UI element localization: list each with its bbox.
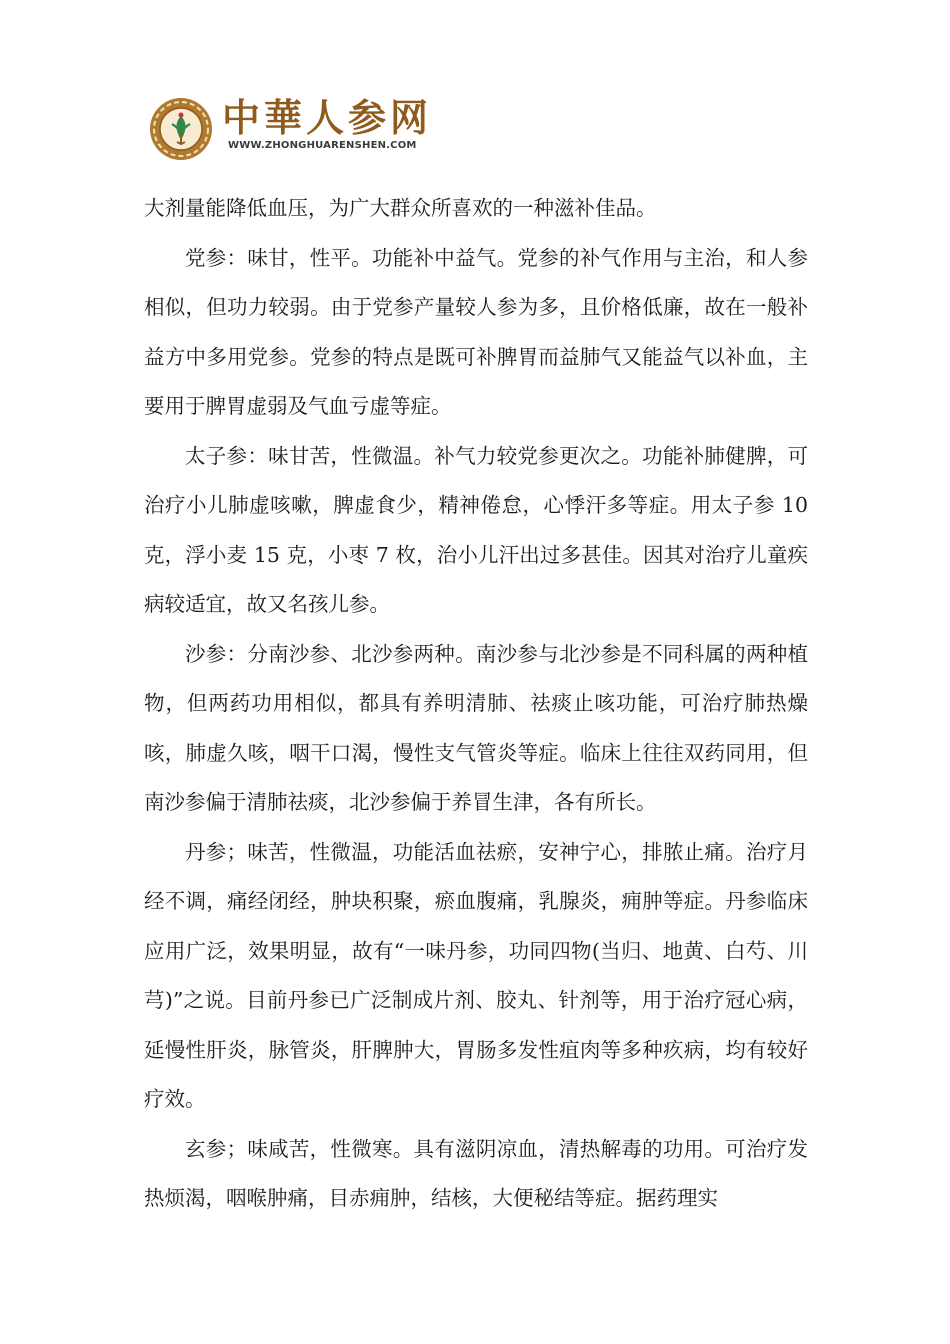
ginseng-seal-icon <box>148 96 214 162</box>
site-header <box>148 94 468 164</box>
paragraph-shashen: 沙参：分南沙参、北沙参两种。南沙参与北沙参是不同科属的两种植物，但两药功用相似，都具有养明清肺、祛痰止咳功能，可治疗肺热燥咳，肺虚久咳，咽干口渴，慢性支气管炎等症。临床上往往双药同用，但南沙参偏于清肺祛痰，北沙参偏于养冒生津，各有所长。 <box>144 641 808 814</box>
paragraph-danshen: 丹参；味苦，性微温，功能活血祛瘀，安神宁心，排脓止痛。治疗月经不调，痛经闭经，肿块积聚，瘀血腹痛，乳腺炎，痈肿等症。丹参临床应用广泛，效果明显，故有“一味丹参，功同四物(当归、地黄、白芍、川芎)”之说。目前丹参已广泛制成片剂、胶丸、针剂等，用于治疗冠心病，延慢性肝炎，脉管炎，肝脾肿大，胃肠多发性疽肉等多种疚病，均有较好疗效。 <box>144 839 808 1111</box>
site-logo-title[interactable]: 中華人参网 <box>222 95 433 140</box>
paragraph-dangshen: 党参：味甘，性平。功能补中益气。党参的补气作用与主治，和人参相似，但功力较弱。由于党参产量较人参为多，且价格低廉，故在一般补益方中多用党参。党参的特点是既可补脾胃而益肺气又能益气以补血，主要用于脾胃虚弱及气血亏虚等症。 <box>144 245 808 418</box>
paragraph-taizishen: 太子参：味甘苦，性微温。补气力较党参更次之。功能补肺健脾，可治疗小儿肺虚咳嗽，脾虚食少，精神倦怠，心悸汗多等症。用太子参 10 克，浮小麦 15 克，小枣 7 枚，治小儿汗出过多甚佳。因其对治疗儿童疾病较适宜，故又名孩儿参。 <box>144 443 808 616</box>
paragraph-continuation: 大剂量能降低血压，为广大群众所喜欢的一种滋补佳品。 <box>144 196 657 220</box>
paragraph-xuanshen: 玄参；味咸苦，性微寒。具有滋阴凉血，清热解毒的功用。可治疗发热烦渴，咽喉肿痛，目赤痈肿，结核，大便秘结等症。据药理实 <box>144 1136 808 1210</box>
document-body <box>144 184 808 1224</box>
site-logo-url[interactable]: WWW.ZHONGHUARENSHEN.COM <box>228 140 417 151</box>
